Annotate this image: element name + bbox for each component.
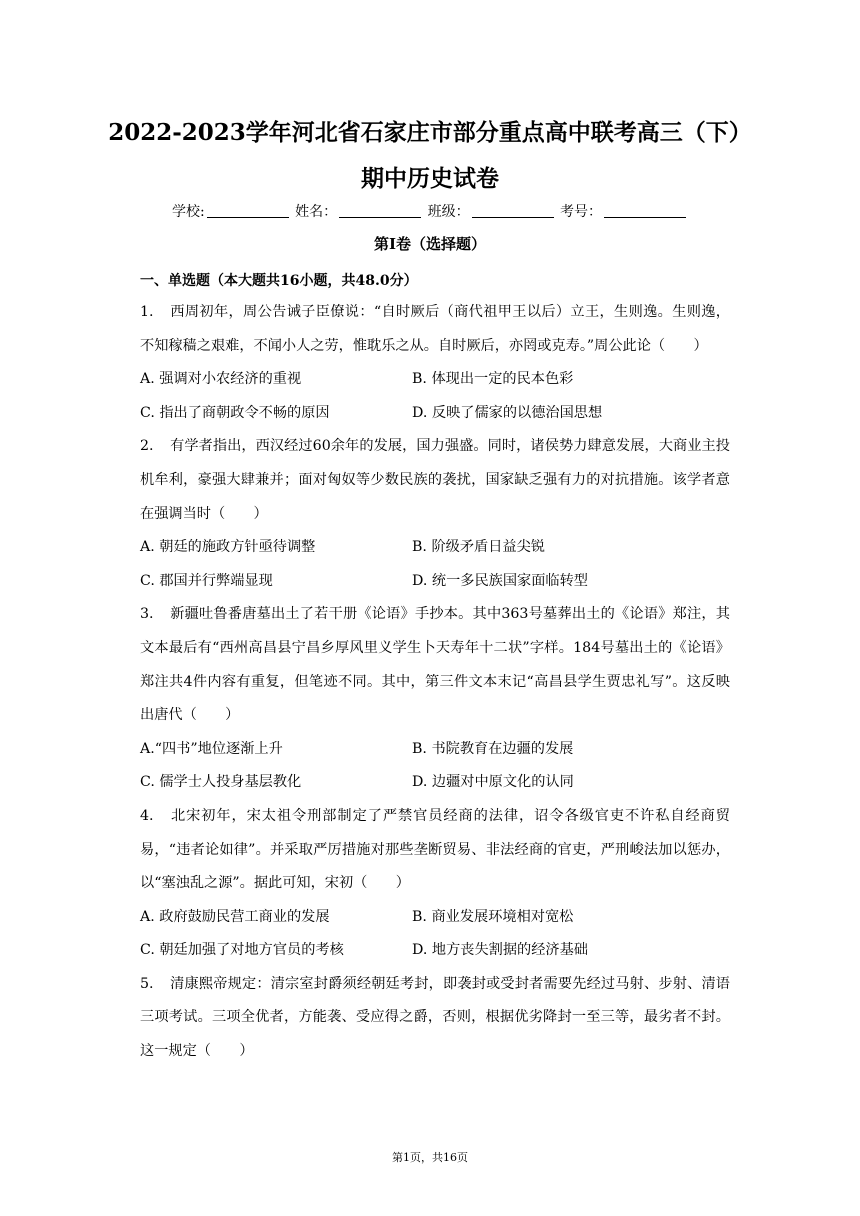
question-number: 3. bbox=[140, 606, 154, 623]
name-label: 姓名： bbox=[295, 204, 338, 220]
exam-no-label: 考号： bbox=[560, 204, 603, 220]
option-a[interactable]: A. 朝廷的施政方针亟待调整 bbox=[140, 539, 316, 556]
question-3 bbox=[140, 598, 730, 732]
question-text: 北宋初年，宋太祖令刑部制定了严禁官员经商的法律，诏令各级官吏不许私自经商贸易，“违者论如律”。并采取严厉措施对那些垄断贸易、非法经商的官吏，严刑峻法加以惩办，以“塞浊乱之源”。据此可知，宋初（ ） bbox=[140, 807, 730, 892]
question-4 bbox=[140, 800, 730, 901]
class-label: 班级： bbox=[427, 204, 470, 220]
option-c[interactable]: C. 指出了商朝政令不畅的原因 bbox=[140, 404, 330, 421]
option-d[interactable]: D. 反映了儒家的以德治国思想 bbox=[412, 404, 603, 421]
question-number: 2. bbox=[140, 438, 154, 455]
question-4-options bbox=[140, 901, 730, 968]
exam-no-blank[interactable] bbox=[604, 203, 686, 218]
option-b[interactable]: B. 商业发展环境相对宽松 bbox=[412, 908, 574, 925]
option-d[interactable]: D. 地方丧失割据的经济基础 bbox=[412, 942, 588, 959]
option-b[interactable]: B. 体现出一定的民本色彩 bbox=[412, 371, 574, 388]
question-3-options bbox=[140, 733, 730, 800]
section-heading: 一、单选题（本大题共16小题，共48.0分） bbox=[140, 273, 418, 289]
question-number: 1. bbox=[140, 304, 154, 320]
option-a[interactable]: A. 强调对小农经济的重视 bbox=[140, 371, 302, 388]
question-text: 西周初年，周公告诫子臣僚说：“自时厥后（商代祖甲王以后）立王，生则逸。生则逸，不知稼穑之艰难，不闻小人之劳，惟耽乐之从。自时厥后，亦罔或克寿。”周公此论（ ） bbox=[140, 304, 730, 354]
option-c[interactable]: C. 朝廷加强了对地方官员的考核 bbox=[140, 942, 344, 959]
option-a[interactable]: A.“四书”地位逐渐上升 bbox=[140, 740, 283, 757]
question-1 bbox=[140, 296, 730, 363]
question-5 bbox=[140, 968, 730, 1069]
exam-title: 2022-2023学年河北省石家庄市部分重点高中联考高三（下）期中历史试卷 bbox=[108, 119, 752, 192]
class-blank[interactable] bbox=[472, 203, 554, 218]
page-footer: 第1页，共16页 bbox=[392, 1151, 468, 1164]
question-list bbox=[140, 266, 730, 1069]
name-blank[interactable] bbox=[339, 203, 421, 218]
question-text: 新疆吐鲁番唐墓出土了若干册《论语》手抄本。其中363号墓葬出土的《论语》郑注，其文本最后有“西州高昌县宁昌乡厚风里义学生卜天寿年十二状”字样。184号墓出土的《论语》郑注共4件内容有重复，但笔迹不同。其中，第三件文本末记“高昌县学生贾忠礼写”。这反映出唐代（ ） bbox=[140, 606, 730, 724]
option-c[interactable]: C. 郡国并行弊端显现 bbox=[140, 572, 273, 589]
option-a[interactable]: A. 政府鼓励民营工商业的发展 bbox=[140, 908, 330, 925]
question-number: 4. bbox=[140, 807, 154, 824]
question-2 bbox=[140, 430, 730, 531]
school-blank[interactable] bbox=[207, 203, 289, 218]
student-info-line bbox=[0, 200, 860, 224]
option-b[interactable]: B. 阶级矛盾日益尖锐 bbox=[412, 539, 545, 556]
part-heading: 第I卷（选择题） bbox=[373, 235, 487, 253]
option-b[interactable]: B. 书院教育在边疆的发展 bbox=[412, 740, 574, 757]
option-c[interactable]: C. 儒学士人投身基层教化 bbox=[140, 774, 302, 791]
option-d[interactable]: D. 边疆对中原文化的认同 bbox=[412, 774, 574, 791]
question-2-options bbox=[140, 531, 730, 598]
question-number: 5. bbox=[140, 975, 154, 992]
question-text: 清康熙帝规定：清宗室封爵须经朝廷考封，即袭封或受封者需要先经过马射、步射、清语三项考试。三项全优者，方能袭、受应得之爵，否则，根据优劣降封一至三等，最劣者不封。这一规定（ ） bbox=[140, 975, 730, 1060]
question-text: 有学者指出，西汉经过60余年的发展，国力强盛。同时，诸侯势力肆意发展，大商业主投机牟利，豪强大肆兼并；面对匈奴等少数民族的袭扰，国家缺乏强有力的对抗措施。该学者意在强调当时（ ） bbox=[140, 438, 730, 522]
option-d[interactable]: D. 统一多民族国家面临转型 bbox=[412, 572, 588, 589]
question-1-options bbox=[140, 363, 730, 430]
school-label: 学校: bbox=[171, 204, 205, 220]
